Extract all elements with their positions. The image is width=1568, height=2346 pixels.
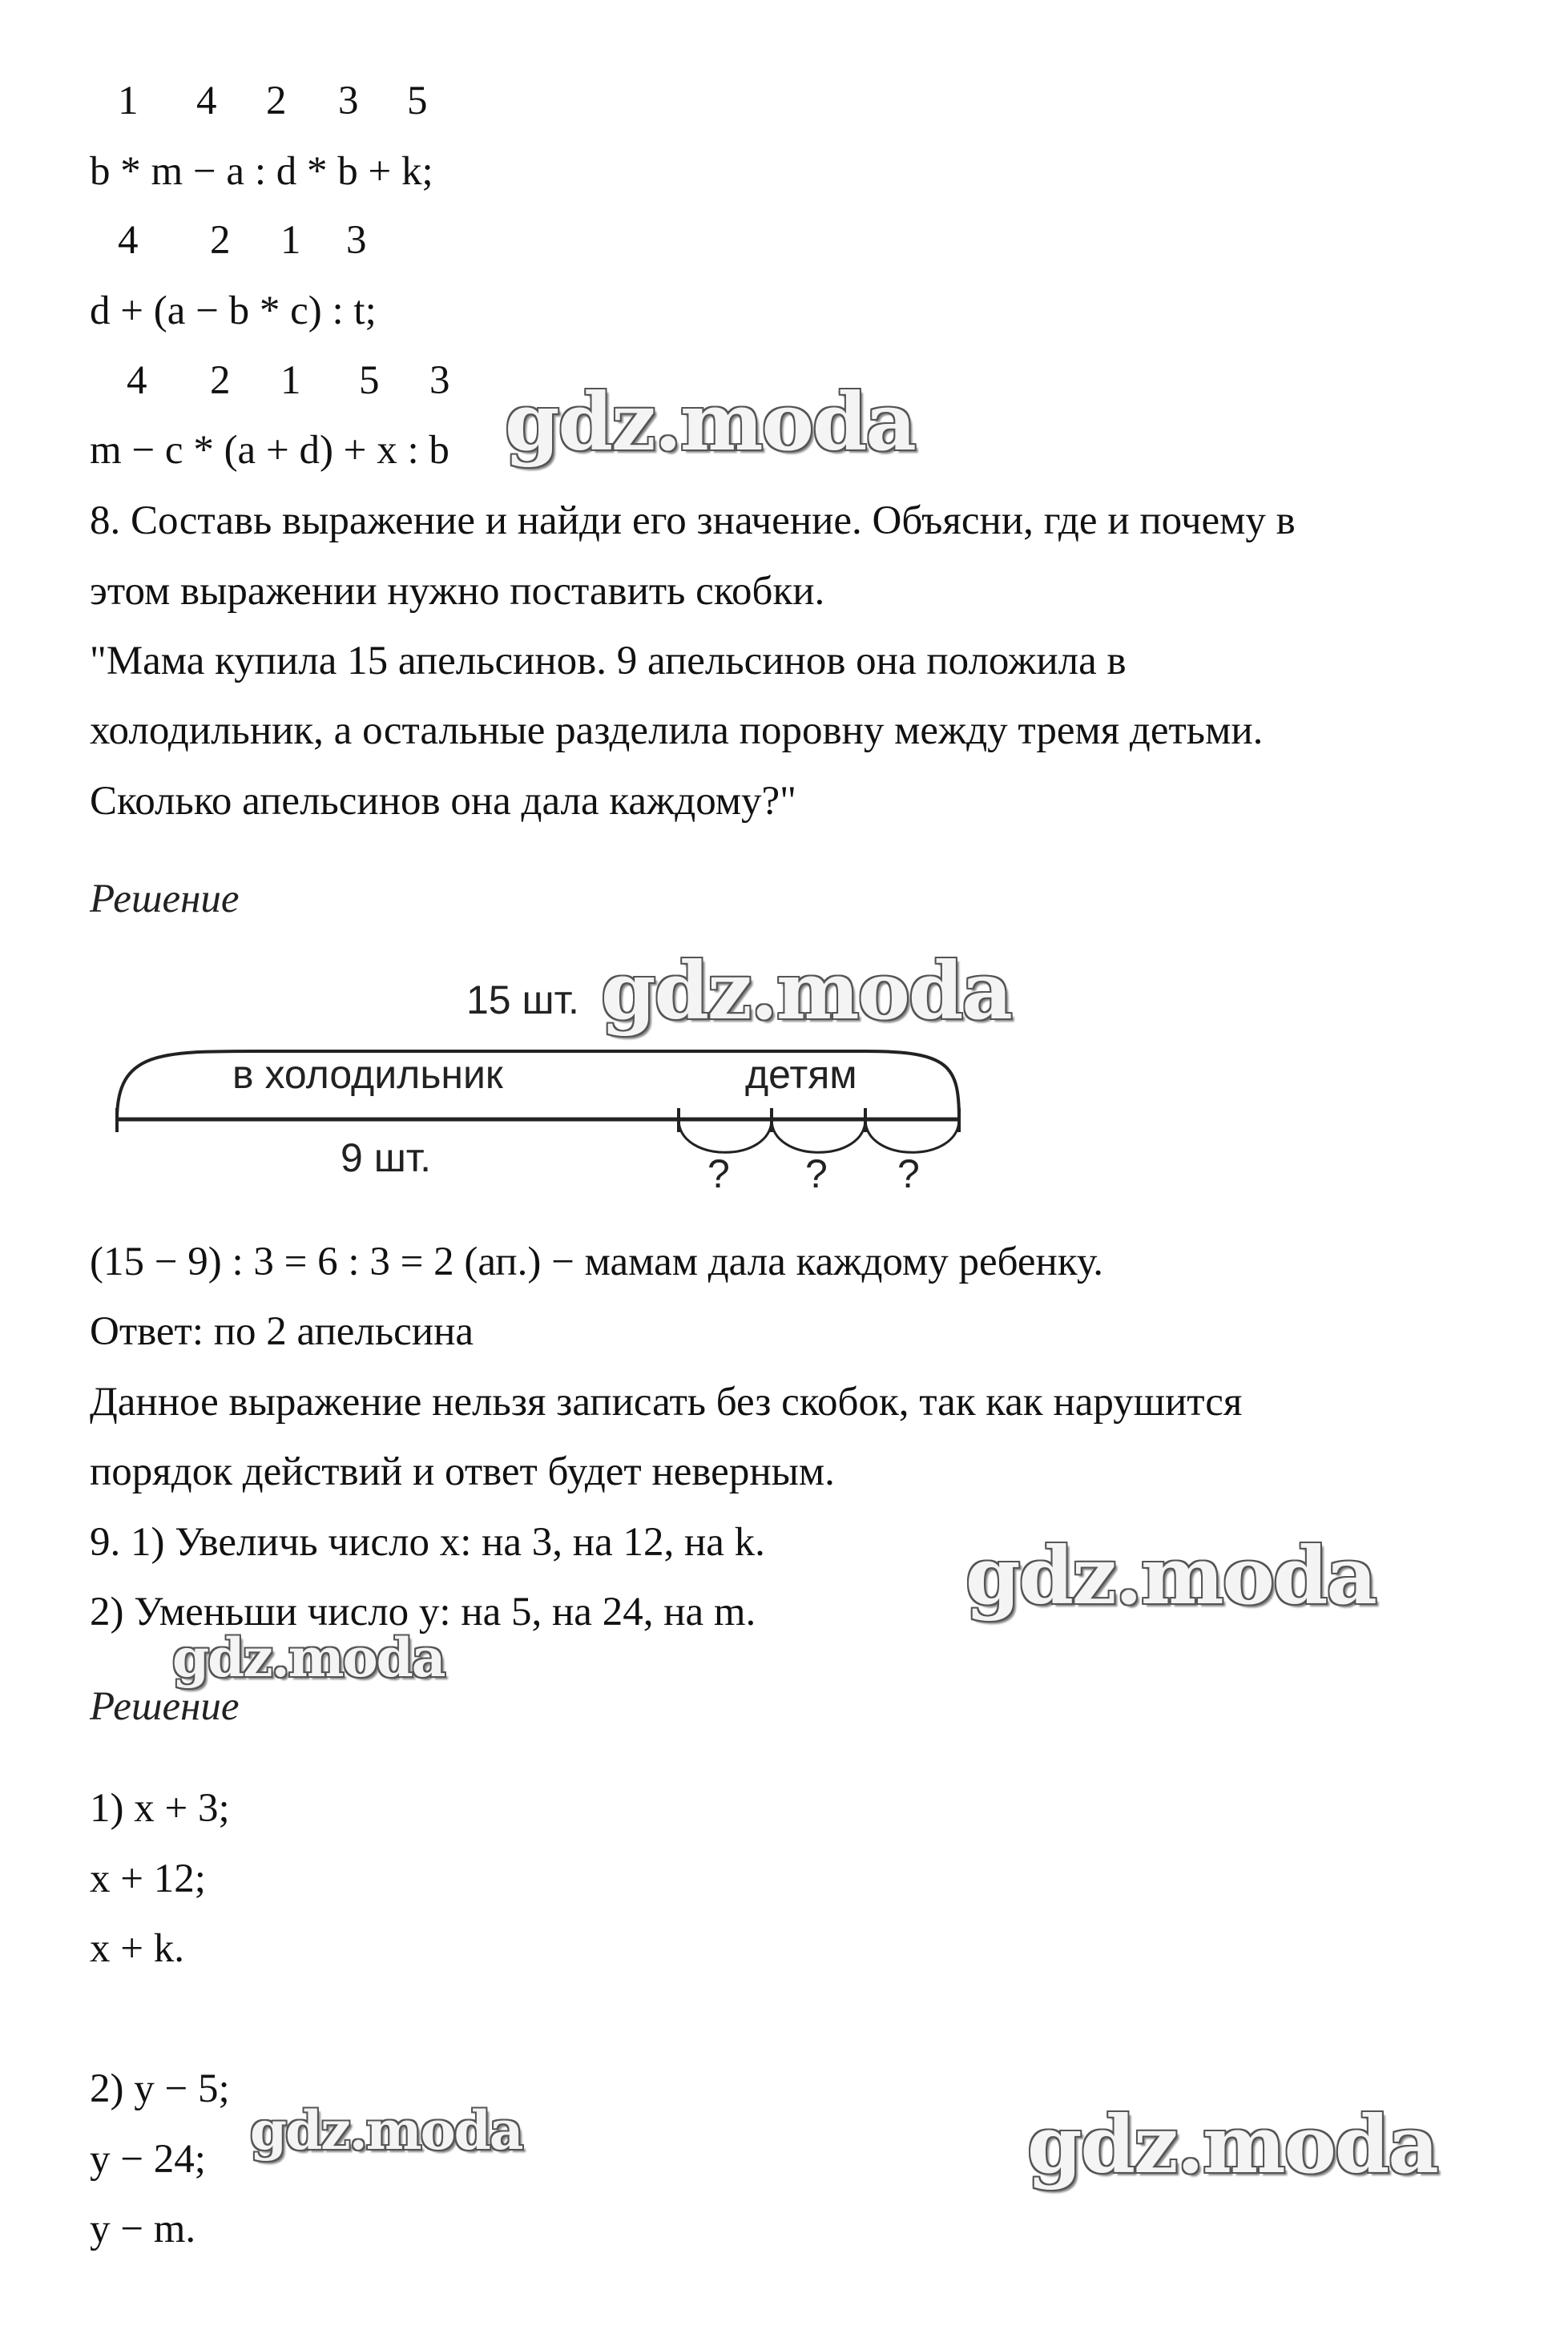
answer-line: y − m. xyxy=(90,2207,196,2251)
watermark: gdz.moda xyxy=(250,2099,522,2162)
order-number: 4 xyxy=(196,79,217,123)
part-brace xyxy=(679,1119,772,1152)
order-number: 4 xyxy=(127,358,147,403)
watermark: gdz.moda xyxy=(1027,2099,1437,2191)
task8-line-2: этом выражении нужно поставить скобки. xyxy=(90,569,825,614)
order-number: 2 xyxy=(210,218,231,263)
task8-line-3: "Мама купила 15 апельсинов. 9 апельсинов она положила в xyxy=(90,639,1127,683)
order-number: 2 xyxy=(210,358,231,403)
diagram-right-label: детям xyxy=(745,1052,857,1097)
part-brace xyxy=(865,1119,959,1152)
answer-line: x + k. xyxy=(90,1926,185,1971)
answer: Ответ: по 2 апельсина xyxy=(90,1309,474,1354)
order-number: 3 xyxy=(346,218,367,263)
watermark: gdz.moda xyxy=(601,945,1011,1038)
solution-label: Решение xyxy=(90,877,240,921)
order-number: 5 xyxy=(407,79,428,123)
order-number: 2 xyxy=(266,79,287,123)
note-line-1: Данное выражение нельзя записать без скобок, так как нарушится xyxy=(90,1380,1243,1425)
diagram-total-label: 15 шт. xyxy=(466,978,579,1022)
question-mark: ? xyxy=(707,1151,730,1196)
watermark: gdz.moda xyxy=(172,1626,445,1689)
answer-line: 1) x + 3; xyxy=(90,1786,230,1831)
expression-1: b * m − a : d * b + k; xyxy=(90,149,433,194)
order-number: 3 xyxy=(338,79,359,123)
answer-line: x + 12; xyxy=(90,1856,206,1901)
solution-label: Решение xyxy=(90,1684,240,1729)
part-brace xyxy=(772,1119,865,1152)
order-number: 4 xyxy=(118,218,139,263)
task9-line-2: 2) Уменьши число y: на 5, на 24, на m. xyxy=(90,1590,756,1635)
order-number: 5 xyxy=(359,358,380,403)
watermark: gdz.moda xyxy=(965,1530,1376,1622)
diagram-left-label: в холодильник xyxy=(232,1052,503,1097)
task8-line-5: Сколько апельсинов она дала каждому?" xyxy=(90,779,796,824)
order-number: 1 xyxy=(118,79,139,123)
question-mark: ? xyxy=(805,1151,828,1196)
question-mark: ? xyxy=(897,1151,920,1196)
order-number: 1 xyxy=(280,358,301,403)
task8-line-4: холодильник, а остальные разделила поровну между тремя детьми. xyxy=(90,708,1264,753)
watermark: gdz.moda xyxy=(505,377,915,469)
expression-2: d + (a − b * c) : t; xyxy=(90,288,377,333)
calculation: (15 − 9) : 3 = 6 : 3 = 2 (ап.) − мамам дала каждому ребенку. xyxy=(90,1240,1104,1284)
answer-line: y − 24; xyxy=(90,2137,206,2182)
answer-line: 2) y − 5; xyxy=(90,2066,230,2111)
expression-3: m − c * (a + d) + x : b xyxy=(90,428,449,473)
order-number: 3 xyxy=(429,358,450,403)
note-line-2: порядок действий и ответ будет неверным. xyxy=(90,1449,835,1494)
order-number: 1 xyxy=(280,218,301,263)
task9-line-1: 9. 1) Увеличь число x: на 3, на 12, на k. xyxy=(90,1520,765,1565)
diagram-left-count: 9 шт. xyxy=(341,1135,432,1180)
task8-line-1: 8. Составь выражение и найди его значение. Объясни, где и почему в xyxy=(90,498,1296,543)
